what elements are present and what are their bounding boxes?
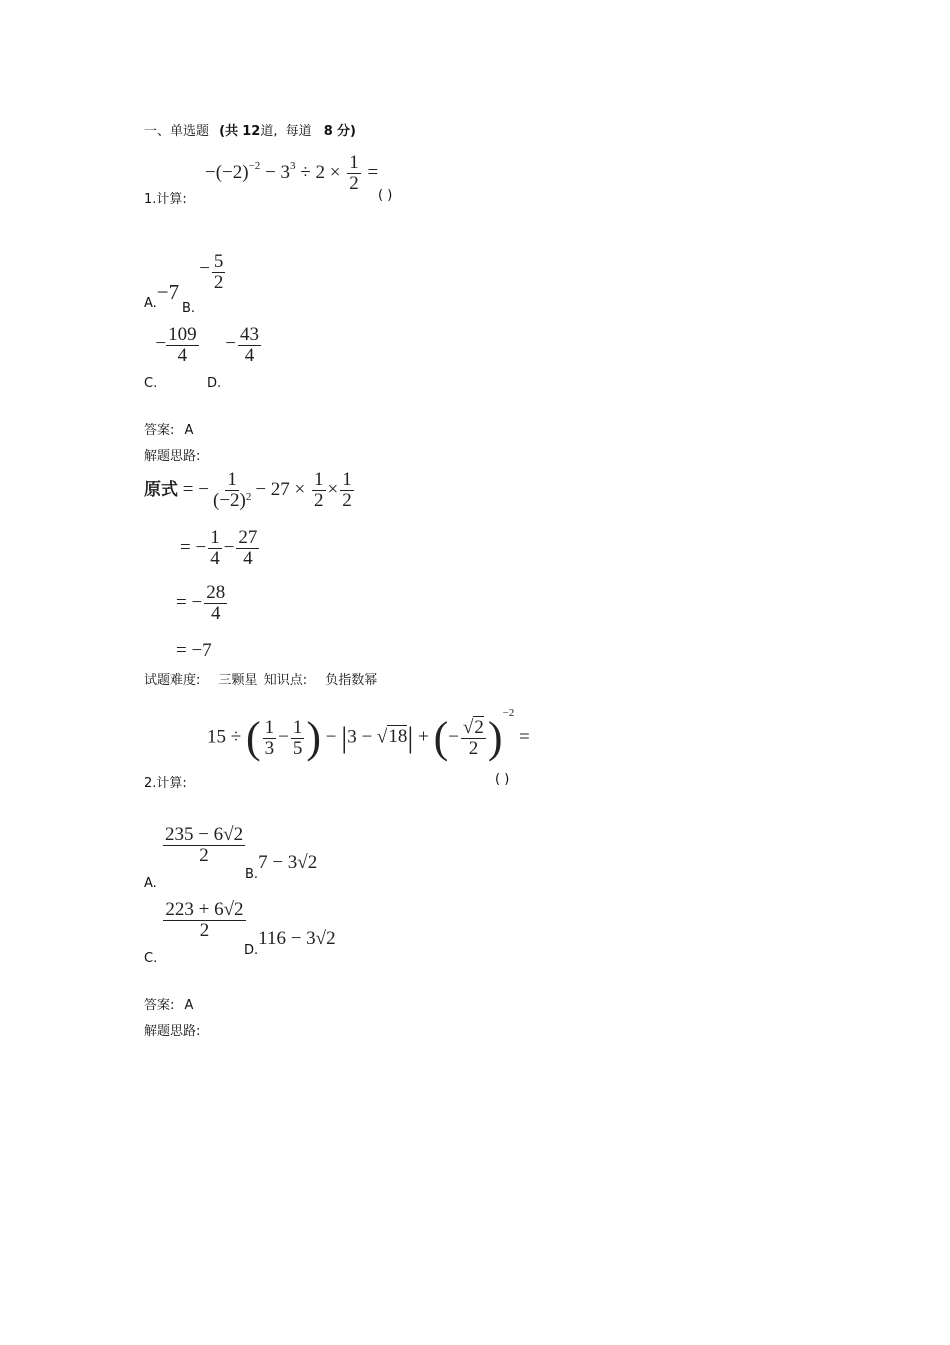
q2-option-a[interactable] xyxy=(144,824,247,891)
section-each: 每道 xyxy=(285,124,312,139)
difficulty-value: 三颗星 xyxy=(218,673,258,688)
q1-meta xyxy=(144,669,377,688)
q1-option-a-label: A. xyxy=(144,296,157,311)
q2-option-b-value: 7 − 3√2 xyxy=(258,852,318,873)
points-value: 8 xyxy=(323,124,333,139)
q1-solution-step1: 原式 = − $\frac{1}{(-2)^2}$ − 27 × $\frac{1}{2}$ × $\frac{1}{2}$ xyxy=(144,469,352,511)
section-paren-open: (共 xyxy=(219,124,239,139)
q2-label: 2.计算: xyxy=(144,776,187,791)
q1-option-a-value: −7 xyxy=(156,280,180,304)
q1-option-d-fraction: $\frac{43}{4}$ xyxy=(240,324,260,366)
q1-answer xyxy=(144,419,193,438)
knowledge-label: 知识点: xyxy=(263,673,308,688)
q2-solution-label: 解题思路: xyxy=(144,1024,201,1039)
q1-expression: $-(-2)^{-2} - 3^3 \div 2$ × $\frac{1}{2}$ = xyxy=(205,152,379,194)
q2-option-c[interactable] xyxy=(144,899,248,966)
difficulty-label: 试题难度: xyxy=(144,673,201,688)
q1-option-d-label: D. xyxy=(207,375,222,391)
section-header xyxy=(144,120,356,139)
q1-solution-lead: 原式 xyxy=(144,479,178,500)
q1-option-c-fraction: $\frac{109}{4}$ xyxy=(168,324,197,366)
q1-option-a[interactable] xyxy=(144,280,180,311)
q1-option-c[interactable]: C. − $\frac{109}{4}$ xyxy=(144,324,197,391)
q1-solution-step3: = − $\frac{28}{4}$ xyxy=(176,582,226,624)
q2-option-a-fraction: $\frac{235 - 6√2}{2}$ xyxy=(164,824,244,866)
q1-option-b-label: B. xyxy=(182,300,196,316)
points-unit: 分) xyxy=(336,124,356,139)
q1-solution-label: 解题思路: xyxy=(144,449,201,464)
q2-answer-label: 答案: xyxy=(144,998,175,1013)
q2-answer xyxy=(144,994,193,1013)
section-prefix: 一、单选题 xyxy=(144,124,210,139)
q1-option-c-label: C. xyxy=(144,375,158,391)
q1-option-b-fraction: $\frac{5}{2}$ xyxy=(213,251,224,293)
q2-answer-blank: ( ) xyxy=(495,772,510,787)
q2-option-c-fraction: $\frac{223 + 6√2}{2}$ xyxy=(165,899,244,941)
q2-expression: 15 ÷ ( $\frac{1}{3}$ − $\frac{1}{5}$ ) − |3 − √18| + (− $\frac{√2}{2}$ )$^{-2}$ = xyxy=(207,707,530,762)
q1-solution-step4: = −7 xyxy=(176,640,212,661)
knowledge-value: 负指数幂 xyxy=(325,673,378,688)
question-count-unit: 道, xyxy=(260,124,278,139)
q1-option-b[interactable]: B. − $\frac{5}{2}$ xyxy=(182,251,224,316)
q1-answer-value: A xyxy=(184,423,194,438)
q2-option-d[interactable] xyxy=(244,928,336,958)
q2-option-b-label: B. xyxy=(245,867,259,882)
q2-option-a-label: A. xyxy=(144,875,157,891)
q1-step1-fraction: $\frac{1}{(-2)^2}$ xyxy=(212,469,252,511)
q1-label: 1.计算: xyxy=(144,192,187,207)
q2-option-d-value: 116 − 3√2 xyxy=(258,928,336,949)
q1-answer-blank: ( ) xyxy=(378,188,393,203)
question-count: 12 xyxy=(242,124,261,139)
q2-option-d-label: D. xyxy=(244,943,259,958)
q2-answer-value: A xyxy=(184,998,194,1013)
q1-solution-step2: = − $\frac{1}{4}$ − $\frac{27}{4}$ xyxy=(180,527,258,569)
q1-option-d[interactable]: D. − $\frac{43}{4}$ xyxy=(207,324,260,391)
q2-option-b[interactable] xyxy=(245,852,318,882)
q1-answer-label: 答案: xyxy=(144,423,175,438)
q2-option-c-label: C. xyxy=(144,950,158,966)
